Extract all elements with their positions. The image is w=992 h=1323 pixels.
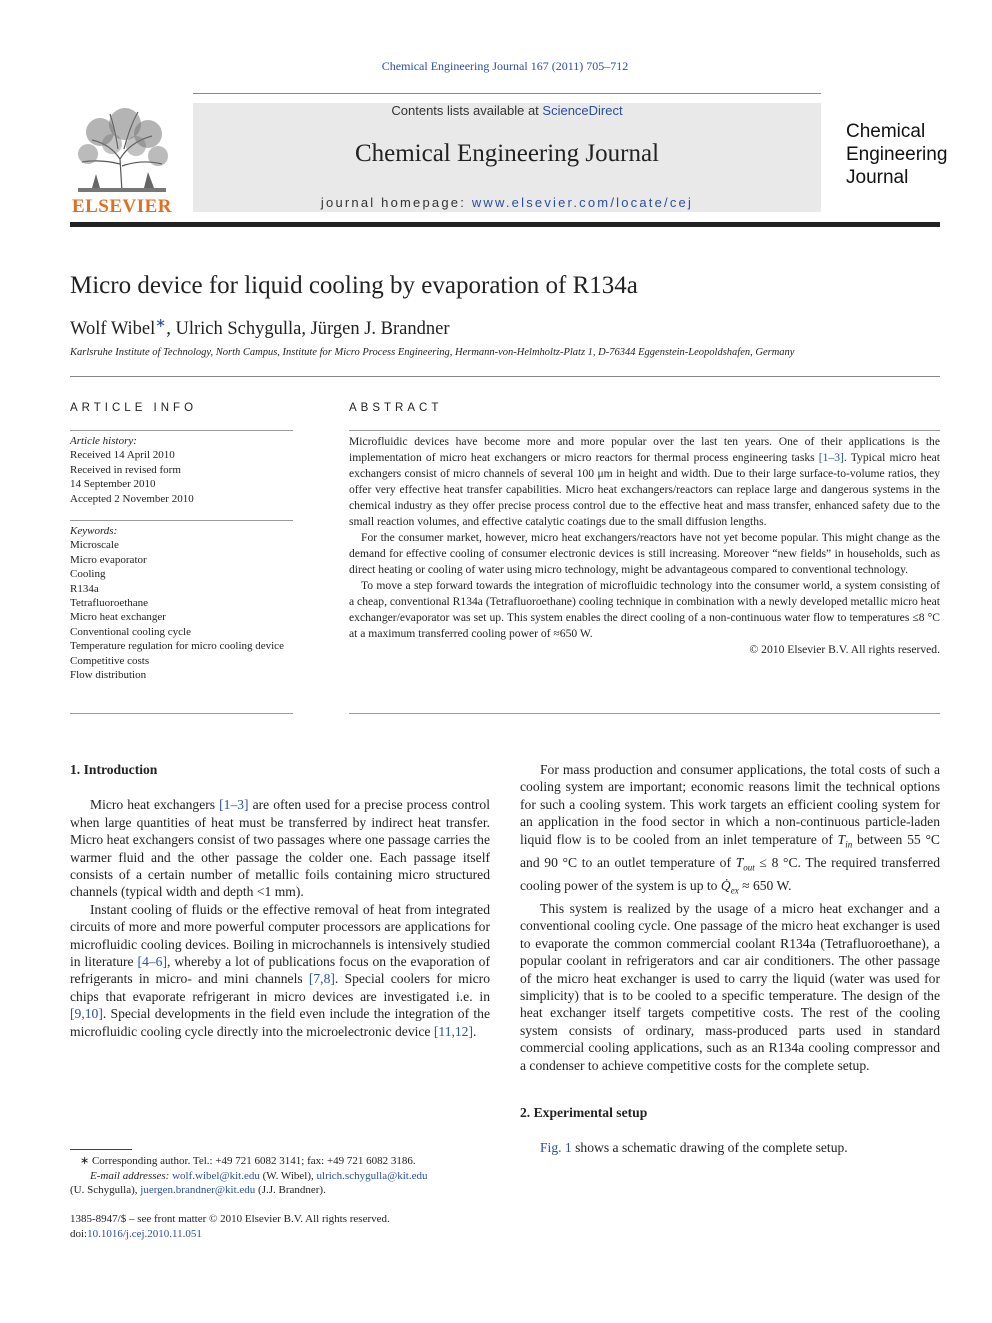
right-column [520, 761, 940, 1157]
body-text: , whereby a lot of publications focus on the evaporation of refrigerants in micro- and mini channels [70, 954, 490, 987]
cover-title-line: Chemical [846, 121, 926, 142]
corresponding-author-mark[interactable]: ∗ [155, 315, 167, 330]
abstract-body [349, 434, 940, 658]
email-line [70, 1183, 490, 1198]
abstract-text: . Typical micro heat exchangers consist of micro channels of several 100 μm in height and width. Due to their large surface-to-volume ratios, they offer very effective heat transfer capabilities. Micro heat exchangers/reactors can replace large and dangerous systems in the chemical industry as they offer precise process control due to the effective heat and mass transfer, enhanced safety due to the small reaction volumes, and effective catalytic coatings due to the small diffusion lengths. [349, 451, 940, 528]
keyword: Micro evaporator [70, 553, 147, 566]
abstract-text: Microfluidic devices have become more and more popular over the last ten years. One of their applications is the implementation of micro heat exchangers or micro reactors for thermal process engineering tasks [349, 435, 940, 464]
article-info-rule [70, 713, 293, 714]
body-text: . [473, 1023, 477, 1039]
issn-line: 1385-8947/$ – see front matter © 2010 Elsevier B.V. All rights reserved. [70, 1213, 390, 1225]
body-text: Micro heat exchangers [90, 797, 220, 813]
affiliation-rule [70, 376, 940, 377]
header-rule [193, 93, 821, 94]
body-paragraph [520, 1139, 940, 1156]
q-ex-subscript: ex [730, 885, 739, 896]
affiliation: Karlsruhe Institute of Technology, North Campus, Institute for Micro Process Engineering, Hermann-von-Helmholtz-Platz 1, D-76344 Eggenstein-Leopoldshafen, Germany [70, 347, 795, 358]
corresponding-author-note [70, 1154, 490, 1169]
journal-citation[interactable]: Chemical Engineering Journal 167 (2011) 705–712 [381, 59, 629, 73]
reference-link[interactable]: [4–6] [137, 954, 167, 970]
contents-line [193, 103, 821, 118]
spacer [520, 1121, 940, 1139]
doi-line [70, 1227, 490, 1242]
doi-label: doi: [70, 1228, 88, 1240]
t-out-symbol: T [735, 854, 744, 870]
article-info-rule [70, 430, 293, 431]
abstract-paragraph: To move a step forward towards the integration of microfluidic technology into the consumer world, a system consisting of a cheap, conventional R134a (Tetrafluoroethane) cooling technique in combination with a newly developed metallic micro heat exchanger/evaporator was set up. This system enables the direct cooling of a non-continuous water flow to temperatures ≤8 °C at a maximum transferred cooling power of ≈650 W. [349, 579, 940, 640]
author-wibel: Wolf Wibel [70, 319, 156, 340]
t-in-symbol: T [837, 831, 846, 847]
history-item: Received in revised form [70, 463, 181, 476]
spacer [70, 778, 490, 796]
keyword: Flow distribution [70, 669, 147, 682]
reference-link[interactable]: [1–3] [818, 451, 844, 464]
keywords [70, 524, 293, 682]
doi-link[interactable]: 10.1016/j.cej.2010.11.051 [87, 1228, 202, 1240]
footnote-mark: ∗ [80, 1155, 90, 1167]
sciencedirect-link[interactable]: ScienceDirect [542, 103, 623, 118]
keyword: Competitive costs [70, 654, 150, 667]
article-info-heading: ARTICLE INFO [70, 402, 198, 414]
cover-title-line: Engineering [846, 144, 948, 165]
reference-link[interactable]: [7,8] [308, 971, 335, 987]
body-text: . Special coolers for micro chips that evaporate refrigerant in micro devices are investigated i.e. in [70, 971, 490, 1004]
reference-link[interactable]: [9,10] [70, 1006, 103, 1022]
front-matter [70, 1212, 490, 1242]
keyword: Cooling [70, 568, 106, 581]
homepage-prefix: journal homepage: [320, 195, 472, 210]
body-text: shows a schematic drawing of the complete setup. [571, 1140, 848, 1156]
spacer [520, 1074, 940, 1104]
body-paragraph [520, 761, 940, 900]
footnote [70, 1154, 490, 1198]
keyword: Tetrafluoroethane [70, 597, 149, 610]
email-label: E-mail addresses: [90, 1169, 173, 1182]
journal-cover-title [846, 120, 966, 189]
abstract-heading: ABSTRACT [349, 402, 443, 414]
email-owner: (W. Wibel), [259, 1169, 317, 1182]
section-title-introduction: 1. Introduction [70, 762, 158, 777]
section-title-experimental-setup: 2. Experimental setup [520, 1105, 648, 1121]
email-owner: (J.J. Brandner). [255, 1184, 326, 1196]
keyword: R134a [70, 582, 99, 595]
article-title: Micro device for liquid cooling by evaporation of R134a [70, 272, 638, 299]
footnote-rule [70, 1149, 132, 1150]
article-info-rule [70, 520, 293, 521]
keyword: Microscale [70, 539, 119, 552]
elsevier-wordmark: ELSEVIER [71, 196, 173, 217]
keyword: Conventional cooling cycle [70, 625, 191, 638]
t-in-subscript: in [845, 839, 853, 850]
keyword: Micro heat exchanger [70, 611, 166, 624]
keyword: Temperature regulation for micro cooling device [70, 640, 284, 653]
left-column [70, 761, 490, 1040]
contents-prefix: Contents lists available at [391, 103, 543, 118]
body-paragraph [70, 901, 490, 1040]
body-paragraph: This system is realized by the usage of a micro heat exchanger and a conventional cooling cycle. One passage of the micro heat exchanger is used to evaporate the common commercial coolant R134a (Tetrafluoroethane), a popular coolant in refrigerators and car air conditioners. The other passage of the micro heat exchanger is used to carry the liquid (water was used for simplicity) that is to be cooled to a specific temperature. The design of the heat exchanger itself targets competitive costs. The rest of the cooling system consists of ordinary, mass-produced parts used in standard commercial cooling applications, such as an R134a cooling compressor and a condenser to achieve competitive costs for the complete setup. [520, 901, 940, 1073]
email-link[interactable]: juergen.brandner@kit.edu [140, 1184, 256, 1196]
abstract-rule [349, 713, 940, 714]
journal-name: Chemical Engineering Journal [354, 140, 660, 167]
body-text: are often used for a precise process control when large quantities of heat must be transferred by indirect heat transfer. Micro heat exchangers consist of two passages where one passage carries the warmer fluid and the other passage the colder one. Each passage itself consists of a certain number of metallic foils containing micro structured channels (typical width and depth <1 mm). [70, 797, 490, 900]
history-item: Accepted 2 November 2010 [70, 492, 194, 505]
history-item: 14 September 2010 [70, 478, 156, 491]
reference-link[interactable]: [11,12] [433, 1023, 474, 1039]
author-list [70, 315, 940, 340]
homepage-link[interactable]: www.elsevier.com/locate/cej [471, 195, 694, 210]
copyright-notice: © 2010 Elsevier B.V. All rights reserved. [749, 643, 940, 656]
body-text: ≈ 650 W. [738, 877, 792, 893]
abstract-paragraph [349, 434, 940, 530]
email-line [70, 1169, 490, 1184]
email-owner: (U. Schygulla), [70, 1184, 141, 1196]
header-thick-rule [70, 222, 940, 227]
homepage-line [193, 195, 821, 210]
email-link[interactable]: wolf.wibel@kit.edu [172, 1169, 260, 1182]
abstract-paragraph: For the consumer market, however, micro heat exchangers/reactors have not yet become popular. This might change as the demand for effective cooling of consumer electronic devices is still increasing. Moreover “new fields” in households, such as direct heating or cooling of water using micro technology, might be advantageous compared to conventional technology. [349, 531, 940, 576]
abstract-rule [349, 430, 940, 431]
body-text: between 55 °C and 90 °C to an outlet temperature of [520, 831, 940, 870]
q-ex-symbol: Q̇ [720, 877, 731, 893]
history-label: Article history: [70, 435, 137, 447]
keywords-label: Keywords: [70, 525, 118, 537]
history-item: Received 14 April 2010 [70, 449, 175, 462]
email-link[interactable]: ulrich.schygulla@kit.edu [316, 1169, 428, 1182]
footnote-text: Corresponding author. Tel.: +49 721 6082 3141; fax: +49 721 6082 3186. [89, 1155, 416, 1167]
body-text: . Special developments in the field even include the integration of the microfluidic cooling cycle directly into the microelectronic device [70, 1006, 490, 1039]
cover-title-line: Journal [846, 167, 909, 188]
body-text: Instant cooling of fluids or the effective removal of heat from integrated circuits of more and more powerful computer processors are applications for microfluidic cooling devices. Boiling in microchannels is intensively studied in literature [70, 901, 490, 970]
body-text: For mass production and consumer applications, the total costs of such a cooling system are important; economic reasons limit the technical options for such a cooling system. This work targets an efficient cooling system for an application in the food sector in which a non-continuous particle-laden liquid flow is to be cooled from an inlet temperature of [520, 762, 940, 847]
t-out-subscript: out [743, 862, 755, 873]
body-paragraph [70, 796, 490, 900]
article-history [70, 434, 293, 506]
figure-link[interactable]: Fig. 1 [540, 1140, 572, 1156]
other-authors: , Ulrich Schygulla, Jürgen J. Brandner [166, 319, 450, 340]
reference-link[interactable]: [1–3] [219, 797, 249, 813]
body-text: ≤ 8 °C. The required transferred cooling power of the system is up to [520, 854, 940, 893]
